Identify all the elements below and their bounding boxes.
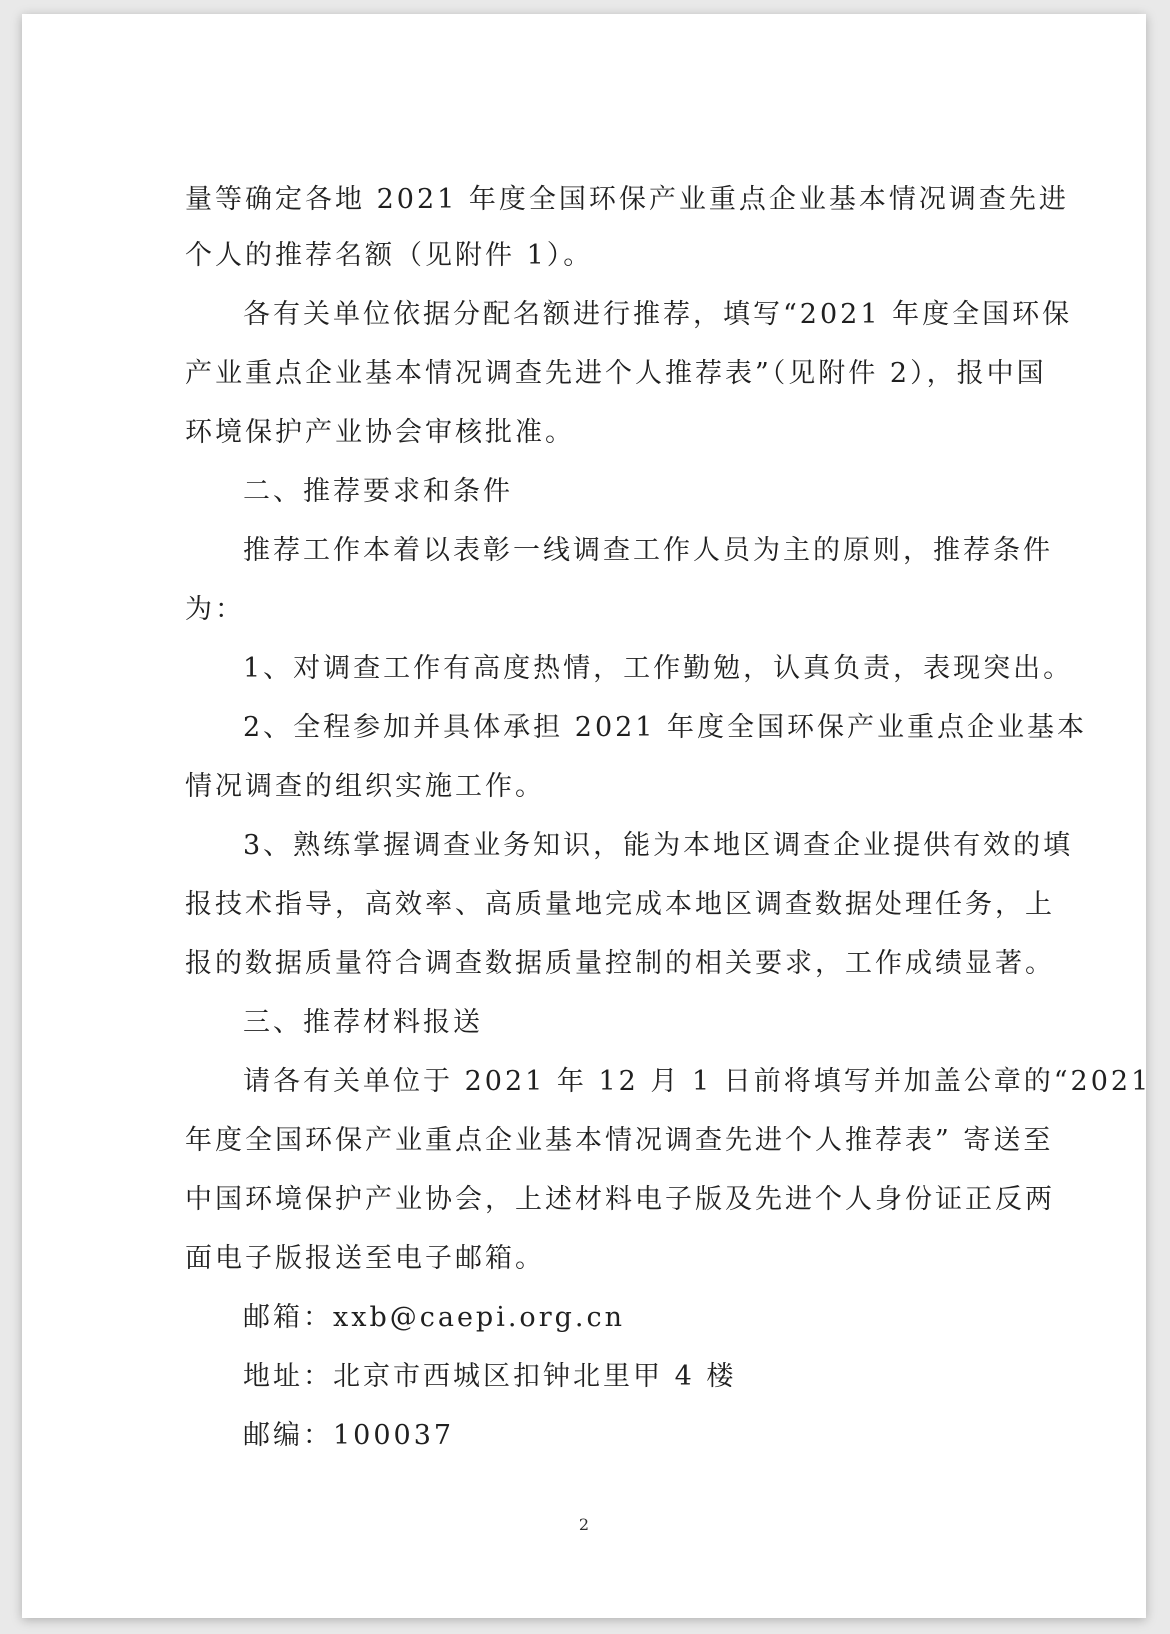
document-page	[22, 14, 1152, 1618]
text-line: 请各有关单位于 2021 年 12 月 1 日前将填写并加盖公章的“2021	[243, 1066, 1152, 1097]
text-line: 为：	[185, 594, 245, 625]
text-line: 年度全国环保产业重点企业基本情况调查先进个人推荐表” 寄送至	[185, 1125, 1054, 1156]
text-line: 1、对调查工作有高度热情，工作勤勉，认真负责，表现突出。	[243, 653, 1074, 684]
email-line: 邮箱：xxb@caepi.org.cn	[243, 1302, 625, 1333]
text-line: 3、熟练掌握调查业务知识，能为本地区调查企业提供有效的填	[243, 830, 1074, 861]
text-line: 报技术指导，高效率、高质量地完成本地区调查数据处理任务，上	[185, 889, 1055, 920]
section-heading: 二、推荐要求和条件	[243, 476, 513, 507]
text-line: 中国环境保护产业协会，上述材料电子版及先进个人身份证正反两	[185, 1184, 1055, 1215]
section-heading: 三、推荐材料报送	[243, 1007, 483, 1038]
text-line: 推荐工作本着以表彰一线调查工作人员为主的原则，推荐条件	[243, 535, 1053, 566]
text-line: 个人的推荐名额（见附件 1）。	[185, 240, 594, 271]
postcode-line: 邮编：100037	[243, 1420, 455, 1451]
address-line: 地址：北京市西城区扣钟北里甲 4 楼	[243, 1361, 737, 1392]
text-line: 环境保护产业协会审核批准。	[185, 417, 575, 448]
text-line: 2、全程参加并具体承担 2021 年度全国环保产业重点企业基本	[243, 712, 1088, 743]
text-line: 各有关单位依据分配名额进行推荐，填写“2021 年度全国环保	[243, 299, 1073, 330]
text-line: 产业重点企业基本情况调查先进个人推荐表”（见附件 2），报中国	[185, 358, 1047, 389]
text-line: 量等确定各地 2021 年度全国环保产业重点企业基本情况调查先进	[185, 184, 1069, 215]
page-number: 2	[578, 1515, 590, 1534]
text-line: 情况调查的组织实施工作。	[185, 771, 545, 802]
text-line: 面电子版报送至电子邮箱。	[185, 1243, 545, 1274]
text-line: 报的数据质量符合调查数据质量控制的相关要求，工作成绩显著。	[185, 948, 1055, 979]
